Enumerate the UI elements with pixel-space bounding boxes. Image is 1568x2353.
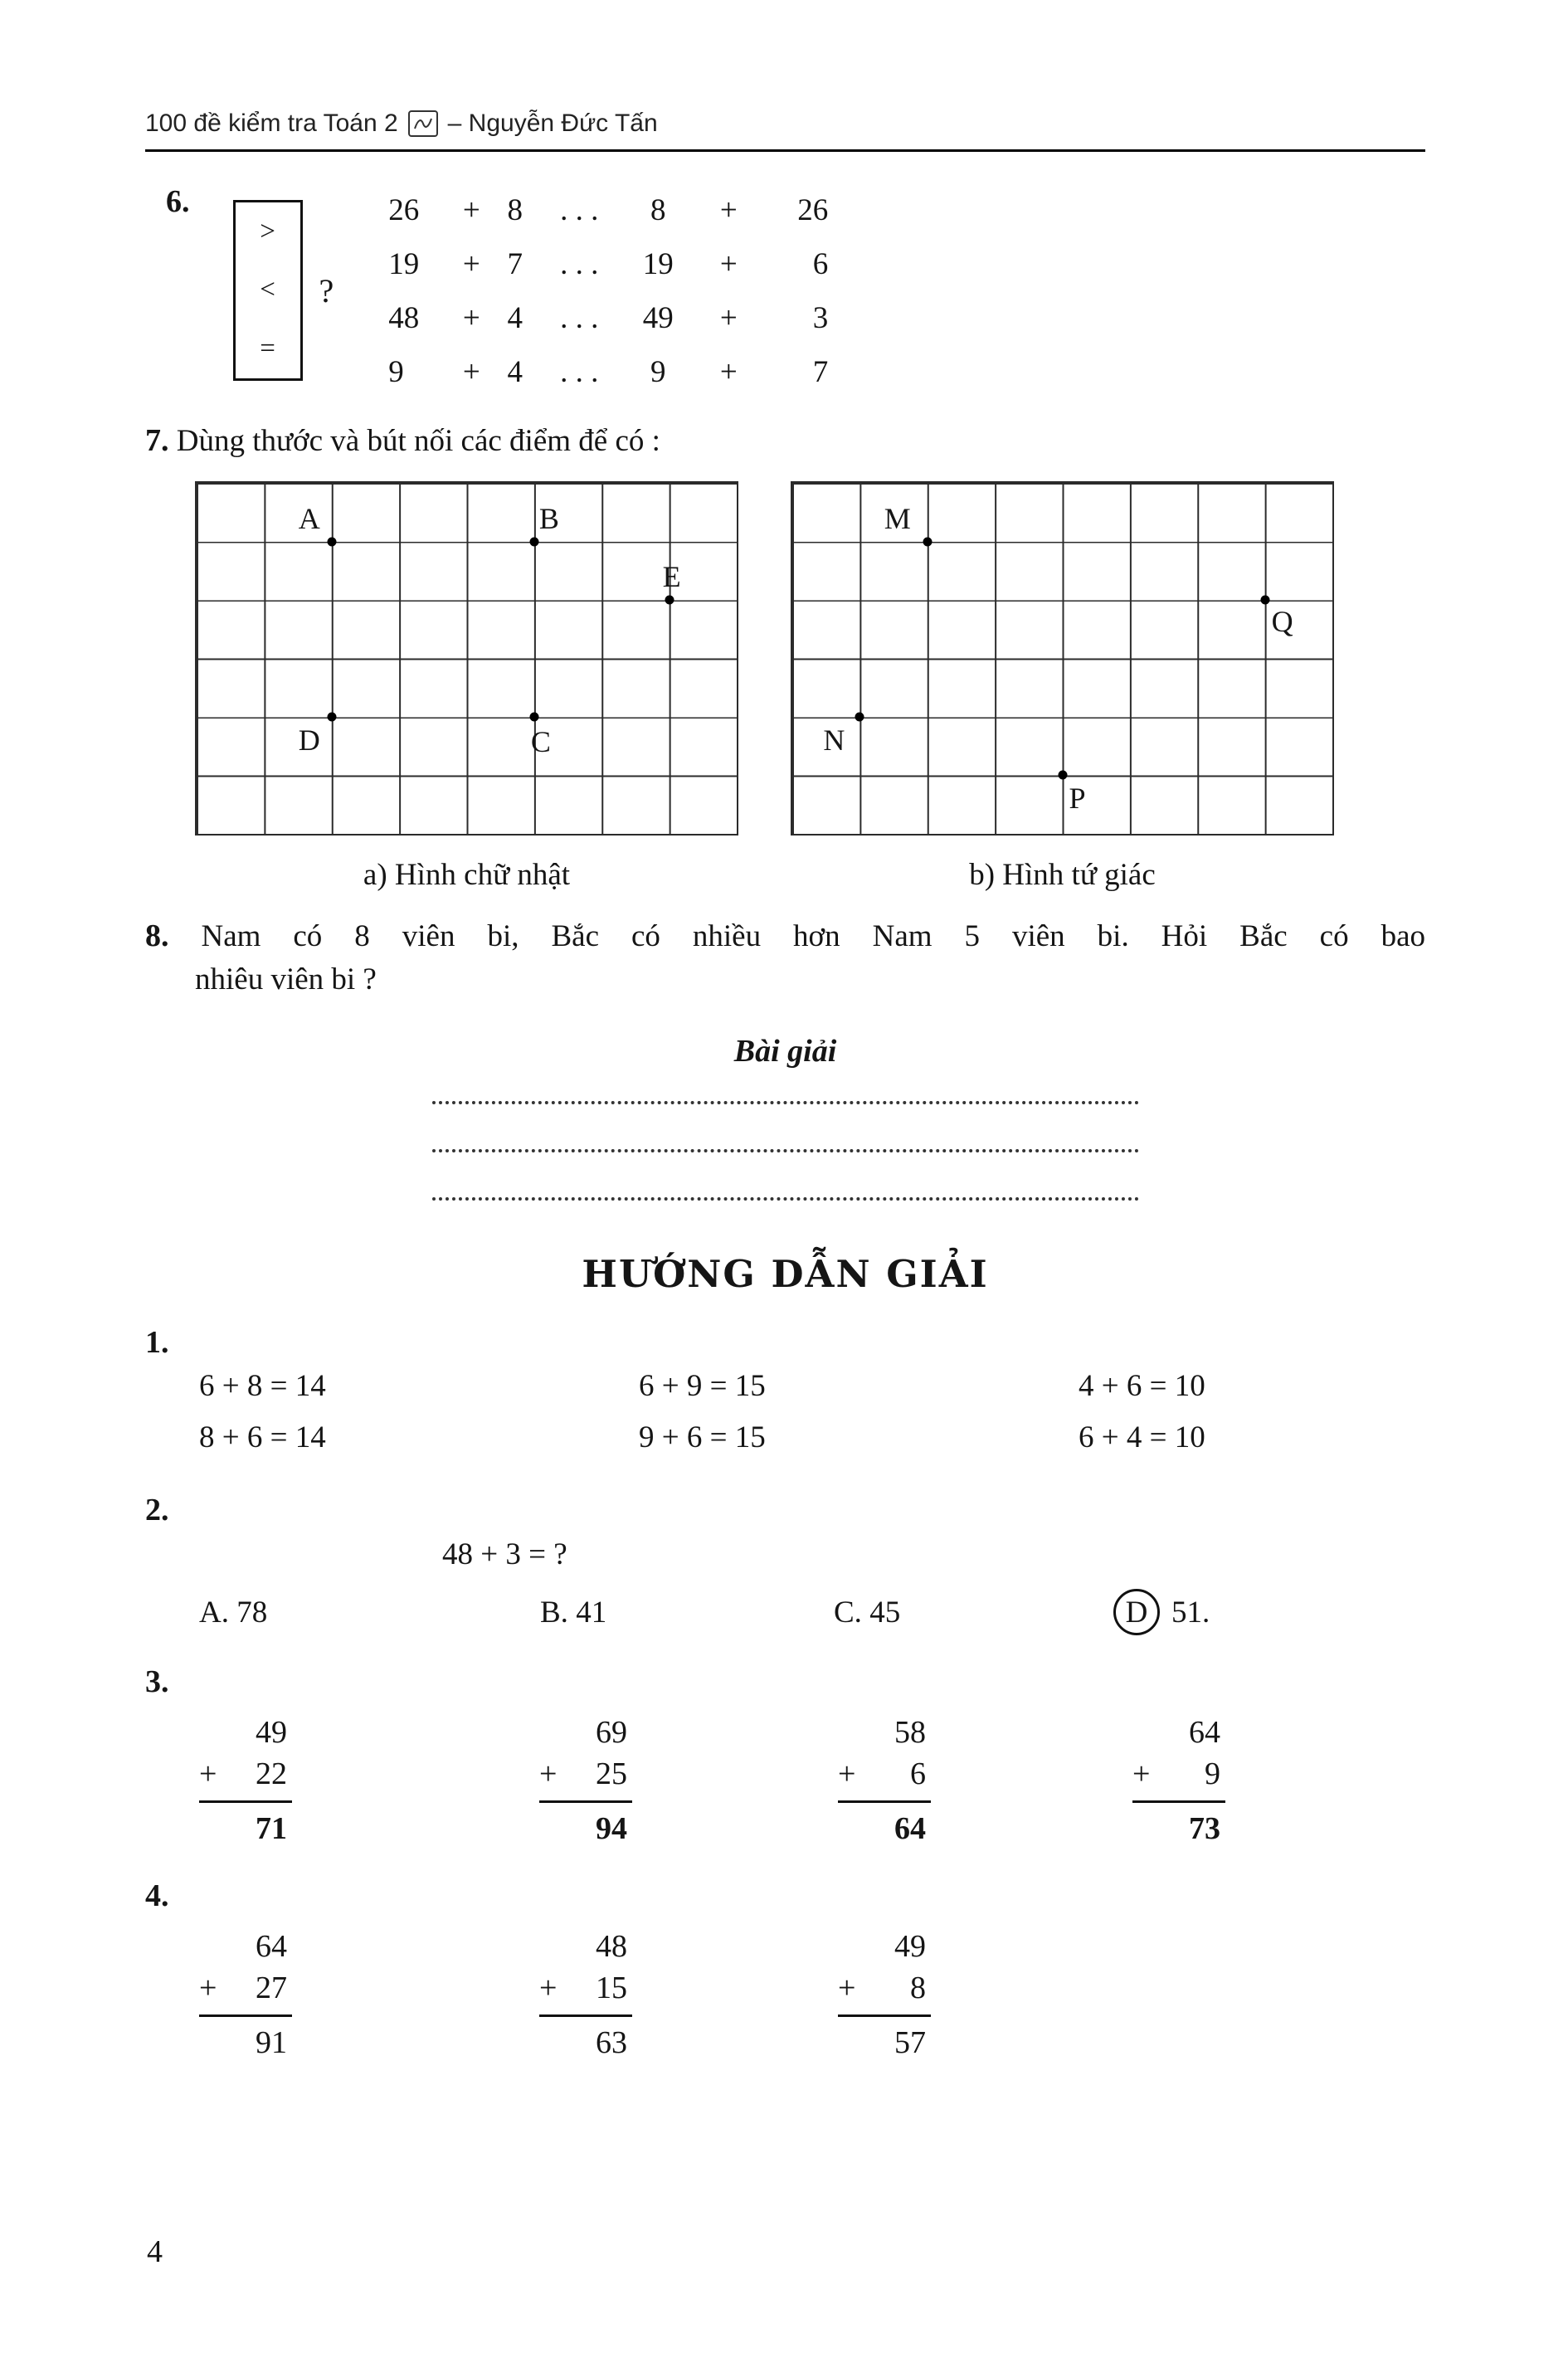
header-author: – Nguyễn Đức Tấn xyxy=(447,110,658,137)
sum-line xyxy=(838,2014,931,2017)
grid-quadrilateral xyxy=(791,481,1334,835)
addend-top: 58 xyxy=(894,1715,926,1750)
grid-point-label-B: B xyxy=(538,501,559,535)
sum-line xyxy=(539,2014,632,2017)
operand: 3 xyxy=(812,301,829,335)
addend-bottom-row xyxy=(1132,1753,1225,1795)
operand: 7 xyxy=(507,247,523,281)
choice-a xyxy=(199,1595,540,1630)
grid-rectangle xyxy=(195,481,738,835)
choice-label: A. xyxy=(199,1595,229,1630)
grid-point-label-C: C xyxy=(530,725,551,758)
sum-line xyxy=(199,2014,292,2017)
addend-bottom: 25 xyxy=(596,1756,627,1791)
comparison-exercise xyxy=(388,183,828,399)
equation: 6 + 4 = 10 xyxy=(1079,1420,1205,1454)
sum-result: 64 xyxy=(894,1811,926,1846)
addend-bottom: 6 xyxy=(910,1756,926,1791)
solution-4-number: 4. xyxy=(145,1878,169,1913)
plus-operator: + xyxy=(838,1971,856,2005)
operand: 6 xyxy=(812,247,829,281)
publisher-logo-icon xyxy=(408,110,438,137)
vertical-addition xyxy=(199,1712,292,1849)
addend-top: 48 xyxy=(596,1929,627,1964)
operand: 26 xyxy=(797,193,829,227)
caption-quadrilateral: b) Hình tứ giác xyxy=(969,858,1156,892)
equation: 9 + 6 = 15 xyxy=(639,1420,766,1454)
comparison-row xyxy=(388,291,828,345)
addend-bottom: 9 xyxy=(1205,1756,1220,1791)
plus-operator: + xyxy=(462,193,480,227)
solution-title: Bài giải xyxy=(733,1034,837,1069)
plus-operator: + xyxy=(838,1756,856,1791)
problem-7-text: Dùng thước và bút nối các điểm để có : xyxy=(176,424,660,458)
equation-row xyxy=(199,1361,1425,1412)
sum-line xyxy=(838,1800,931,1803)
grid-point-dot-Q xyxy=(1260,595,1269,604)
equals-symbol: = xyxy=(260,334,275,364)
answer-dots: . . . xyxy=(560,301,599,335)
operand: 48 xyxy=(388,301,420,335)
grid-point-dot-N xyxy=(855,713,864,722)
sum-result: 94 xyxy=(596,1811,627,1846)
answer-lines xyxy=(432,1069,1139,1201)
grid-point-dot-A xyxy=(327,537,336,546)
addend-bottom-row xyxy=(539,1753,632,1795)
grid-point-label-N: N xyxy=(823,723,845,757)
sum-result: 63 xyxy=(596,2025,627,2060)
sum-result: 71 xyxy=(256,1811,287,1846)
solutions-heading: HƯỚNG DẪN GIẢI xyxy=(582,1252,989,1296)
comparison-row xyxy=(388,183,828,237)
operand: 9 xyxy=(650,355,666,389)
choice-d-correct xyxy=(1113,1589,1425,1635)
addend-top: 49 xyxy=(256,1715,287,1750)
choice-value: 41 xyxy=(576,1595,607,1630)
choice-value: 51. xyxy=(1171,1595,1210,1630)
sum-line xyxy=(1132,1800,1225,1803)
problem-8-line1 xyxy=(145,914,1425,958)
grid-point-dot-P xyxy=(1058,771,1067,780)
plus-operator: + xyxy=(719,355,738,389)
sum-result: 57 xyxy=(894,2025,926,2060)
operand: 7 xyxy=(812,355,829,389)
addend-bottom: 27 xyxy=(256,1971,287,2005)
problem-7-title xyxy=(145,419,1425,463)
answer-dots: . . . xyxy=(560,355,599,389)
dot-grids xyxy=(195,481,1425,835)
header-title: 100 đề kiểm tra Toán 2 xyxy=(145,110,398,137)
choice-label: B. xyxy=(540,1595,568,1630)
caption-rectangle: a) Hình chữ nhật xyxy=(363,858,571,892)
grid-point-dot-D xyxy=(327,713,336,722)
comparison-row xyxy=(388,237,828,291)
header-rule xyxy=(145,149,1425,152)
answer-dots: . . . xyxy=(560,193,599,227)
question-mark: ? xyxy=(319,271,334,309)
problem-7-number: 7. xyxy=(145,423,169,458)
answer-dotted-line xyxy=(432,1069,1139,1104)
sum-result: 73 xyxy=(1189,1811,1220,1846)
solution-1-number: 1. xyxy=(145,1325,169,1360)
plus-operator: + xyxy=(199,1756,217,1791)
comparison-symbol-box xyxy=(233,200,303,381)
grid-point-dot-M xyxy=(923,537,932,546)
operand: 4 xyxy=(507,301,523,335)
addend-top: 49 xyxy=(894,1929,926,1964)
addend-bottom-row xyxy=(838,1753,931,1795)
operand: 8 xyxy=(507,193,523,227)
choice-value: 45 xyxy=(869,1595,901,1630)
plus-operator: + xyxy=(719,301,738,335)
plus-operator: + xyxy=(539,1971,558,2005)
grid-point-dot-E xyxy=(665,595,674,604)
grid-captions xyxy=(195,857,1425,893)
plus-operator: + xyxy=(462,355,480,389)
comparison-row xyxy=(388,345,828,399)
vertical-addition xyxy=(539,1926,632,2063)
sum-line xyxy=(199,1800,292,1803)
grid-point-dot-C xyxy=(529,713,538,722)
addend-bottom: 8 xyxy=(910,1971,926,2005)
plus-operator: + xyxy=(462,301,480,335)
grid-point-dot-B xyxy=(529,537,538,546)
plus-operator: + xyxy=(1132,1756,1151,1791)
solution-2-choices xyxy=(199,1589,1425,1635)
problem-8 xyxy=(145,914,1425,1001)
less-than-symbol: < xyxy=(260,275,275,305)
circled-answer-letter: D xyxy=(1113,1589,1160,1635)
solution-2-question: 48 + 3 = ? xyxy=(442,1537,567,1571)
grid-point-label-Q: Q xyxy=(1271,604,1293,638)
vertical-addition xyxy=(199,1926,292,2063)
equation: 4 + 6 = 10 xyxy=(1079,1369,1205,1403)
addend-top: 64 xyxy=(256,1929,287,1964)
problem-6 xyxy=(145,183,1425,399)
equation: 6 + 9 = 15 xyxy=(639,1369,766,1403)
vertical-addition xyxy=(838,1926,931,2063)
problem-8-number: 8. xyxy=(145,918,169,953)
addend-top: 69 xyxy=(596,1715,627,1750)
addend-bottom-row xyxy=(199,1967,292,2009)
addend-bottom: 22 xyxy=(256,1756,287,1791)
plus-operator: + xyxy=(539,1756,558,1791)
choice-b xyxy=(540,1595,834,1630)
plus-operator: + xyxy=(199,1971,217,2005)
operand: 4 xyxy=(507,355,523,389)
page-header xyxy=(145,110,1425,138)
solution-1-equations xyxy=(199,1361,1425,1464)
operand: 19 xyxy=(642,247,674,281)
answer-dotted-line xyxy=(432,1104,1139,1152)
plus-operator: + xyxy=(719,247,738,281)
operand: 19 xyxy=(388,247,420,281)
addend-bottom-row xyxy=(539,1967,632,2009)
equation: 6 + 8 = 14 xyxy=(199,1369,326,1403)
equation: 8 + 6 = 14 xyxy=(199,1420,326,1454)
plus-operator: + xyxy=(462,247,480,281)
grid-point-label-P: P xyxy=(1069,782,1086,816)
equation-row xyxy=(199,1412,1425,1464)
operand: 8 xyxy=(650,193,666,227)
grid-point-label-E: E xyxy=(662,559,681,593)
answer-dots: . . . xyxy=(560,247,599,281)
solution-3-additions xyxy=(199,1712,1425,1849)
solution-2-number: 2. xyxy=(145,1493,169,1527)
operand: 9 xyxy=(388,355,404,389)
choice-c xyxy=(834,1595,1113,1630)
page-number: 4 xyxy=(147,2234,163,2269)
addend-bottom-row xyxy=(199,1753,292,1795)
grid-point-label-A: A xyxy=(298,501,320,535)
grid-point-label-M: M xyxy=(884,501,911,535)
sum-result: 91 xyxy=(256,2025,287,2060)
addend-bottom-row xyxy=(838,1967,931,2009)
vertical-addition xyxy=(539,1712,632,1849)
problem-8-text: Nam có 8 viên bi, Bắc có nhiều hơn Nam 5 viên bi. Hỏi Bắc có bao xyxy=(201,919,1425,953)
symbol-box-wrap xyxy=(233,183,334,397)
solution-3-number: 3. xyxy=(145,1664,169,1699)
vertical-addition xyxy=(838,1712,931,1849)
sum-line xyxy=(539,1800,632,1803)
choice-value: 78 xyxy=(236,1595,268,1630)
operand: 26 xyxy=(388,193,420,227)
plus-operator: + xyxy=(719,193,738,227)
operand: 49 xyxy=(642,301,674,335)
choice-label: C. xyxy=(834,1595,862,1630)
addend-bottom: 15 xyxy=(596,1971,627,2005)
vertical-addition xyxy=(1132,1712,1225,1849)
grid-point-label-D: D xyxy=(298,723,320,757)
problem-8-line2: nhiêu viên bi ? xyxy=(195,962,377,996)
problem-6-number: 6. xyxy=(166,184,190,219)
solution-4-additions xyxy=(199,1926,1425,2063)
answer-dotted-line xyxy=(432,1152,1139,1201)
addend-top: 64 xyxy=(1189,1715,1220,1750)
greater-than-symbol: > xyxy=(260,216,275,246)
